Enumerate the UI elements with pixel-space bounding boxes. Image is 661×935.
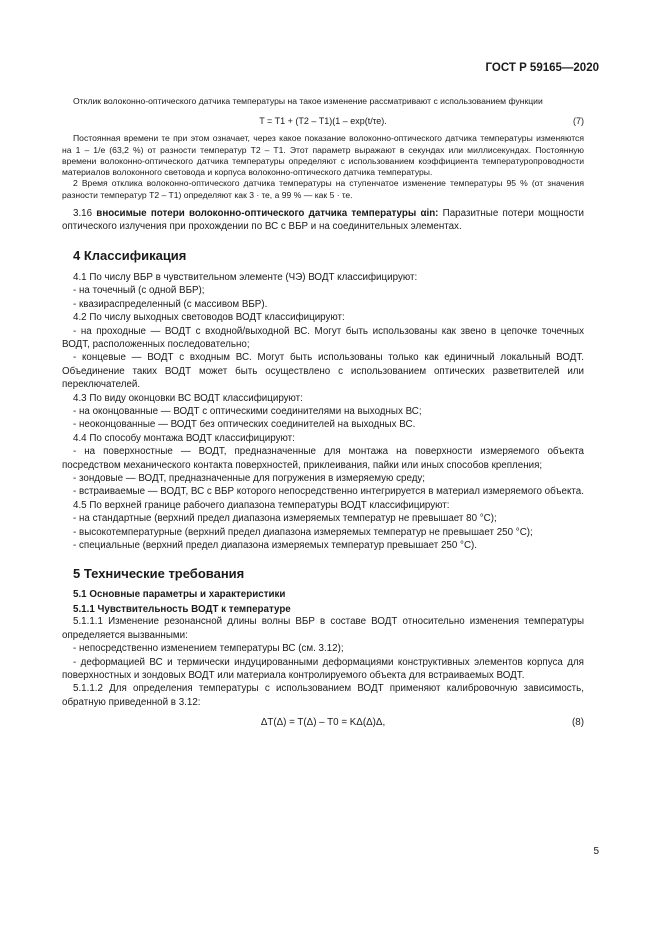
- note-2: 2 Время отклика волоконно-оптического датчика температуры на ступенчатое изменение температуры 95 % (от значения разности температур T2 – T1) определяют как 3 · τe, а 99 % — как 5 · τe.: [62, 178, 584, 200]
- equation-8: [62, 717, 584, 730]
- list-item: - на оконцованные — ВОДТ с оптическими соединителями на выходных ВС;: [73, 405, 422, 417]
- paragraph: 4.2 По числу выходных световодов ВОДТ классифицируют:: [73, 312, 345, 324]
- list-item: - встраиваемые — ВОДТ, ВС с ВБР которого непосредственно интегрируется в материал измеряемого объекта.: [73, 486, 584, 498]
- list-item: - концевые — ВОДТ с входным ВС. Могут быть использованы только как единичный локальный ВОДТ. Объединение таких ВОДТ может быть осуществлено с использованием оптических разветвителей или переключателей.: [62, 352, 584, 391]
- subsection-5-1-1-title: 5.1.1 Чувствительность ВОДТ к температуре: [73, 604, 291, 616]
- page-number: 5: [593, 846, 599, 857]
- list-item: - деформацией ВС и термически индуцированными деформациями конструктивных элементов корпуса для поверхностных и зондовых ВОДТ или материала контролируемого объекта для встраиваемых ВОДТ.: [62, 656, 584, 682]
- paragraph: 4.4 По способу монтажа ВОДТ классифицируют:: [73, 432, 295, 444]
- equation-7: [62, 116, 584, 129]
- list-item: - высокотемпературные (верхний предел диапазона измеряемых температур не превышает 250 °С);: [73, 526, 533, 538]
- paragraph: 4.1 По числу ВБР в чувствительном элементе (ЧЭ) ВОДТ классифицируют:: [73, 271, 418, 283]
- list-item: - специальные (верхний предел диапазона измеряемых температур превышает 250 °С).: [73, 540, 478, 552]
- equation-8-formula: ΔT(Δ) = T(Δ) – T0 = KΔ(Δ)Δ,: [260, 717, 386, 729]
- standard-header: ГОСТ Р 59165—2020: [485, 62, 599, 74]
- section-5-title: 5 Технические требования: [73, 566, 245, 582]
- equation-7-formula: T = T1 + (T2 – T1)(1 – exp(t/τe).: [259, 116, 387, 127]
- response-intro: Отклик волоконно-оптического датчика температуры на такое изменение рассматривают с использованием функции: [73, 96, 543, 106]
- list-item: - на проходные — ВОДТ с входной/выходной ВС. Могут быть использованы как звено в цепочке точечных ВОДТ, расположенных последовательно;: [62, 325, 584, 350]
- paragraph: 5.1.1.2 Для определения температуры с использованием ВОДТ применяют калибровочную зависимость, обратную приведенной в 3.12:: [62, 683, 584, 708]
- equation-8-number: (8): [572, 717, 584, 729]
- page-content: [62, 96, 584, 734]
- equation-7-number: (7): [573, 116, 584, 127]
- section-5-body: [62, 615, 584, 709]
- term-3-16: [62, 207, 584, 234]
- list-item: - на точечный (с одной ВБР);: [73, 285, 205, 297]
- term-name: вносимые потери волоконно-оптического датчика температуры αin:: [96, 208, 439, 220]
- term-definition: Паразитные потери мощности оптического излучения при прохождении по ВС с ВБР и на соединительных элементах.: [62, 208, 584, 233]
- paragraph: 5.1.1.1 Изменение резонансной длины волны ВБР в составе ВОДТ относительно изменения температуры определяется вызванными:: [62, 616, 584, 641]
- list-item: - на поверхностные — ВОДТ, предназначенные для монтажа на поверхности измеряемого объекта посредством механического контакта поверхностей, приклеивания, пайки или иных способов крепления;: [62, 446, 584, 471]
- list-item: - квазираспределенный (с массивом ВБР).: [73, 298, 268, 310]
- paragraph: 4.3 По виду оконцовки ВС ВОДТ классифицируют:: [73, 392, 303, 404]
- section-4-title: 4 Классификация: [73, 247, 187, 263]
- time-constant-note: Постоянная времени τe при этом означает, через какое показание волоконно-оптического датчика температуры изменяются на 1 – 1/е (63,2 %) от разности температур T2 – T1. Этот параметр выражают в секундах или миллисекундах. Постоянную времени волоконно-оптического датчика температуры определяют с использованием коэффициента температуропроводности материалов волоконного световода и корпуса волоконно-оптического датчика температуры.: [62, 133, 584, 178]
- subsection-5-1-title: 5.1 Основные параметры и характеристики: [73, 589, 286, 601]
- section-4-body: [62, 271, 584, 553]
- term-number: 3.16: [73, 208, 93, 220]
- list-item: - неоконцованные — ВОДТ без оптических соединителей на выходных ВС.: [73, 419, 416, 431]
- list-item: - зондовые — ВОДТ, предназначенные для погружения в измеряемую среду;: [73, 472, 426, 484]
- list-item: - на стандартные (верхний предел диапазона измеряемых температур не превышает 80 °С);: [73, 513, 497, 525]
- list-item: - непосредственно изменением температуры ВС (см. 3.12);: [73, 643, 344, 655]
- paragraph: 4.5 По верхней границе рабочего диапазона температуры ВОДТ классифицируют:: [73, 499, 450, 511]
